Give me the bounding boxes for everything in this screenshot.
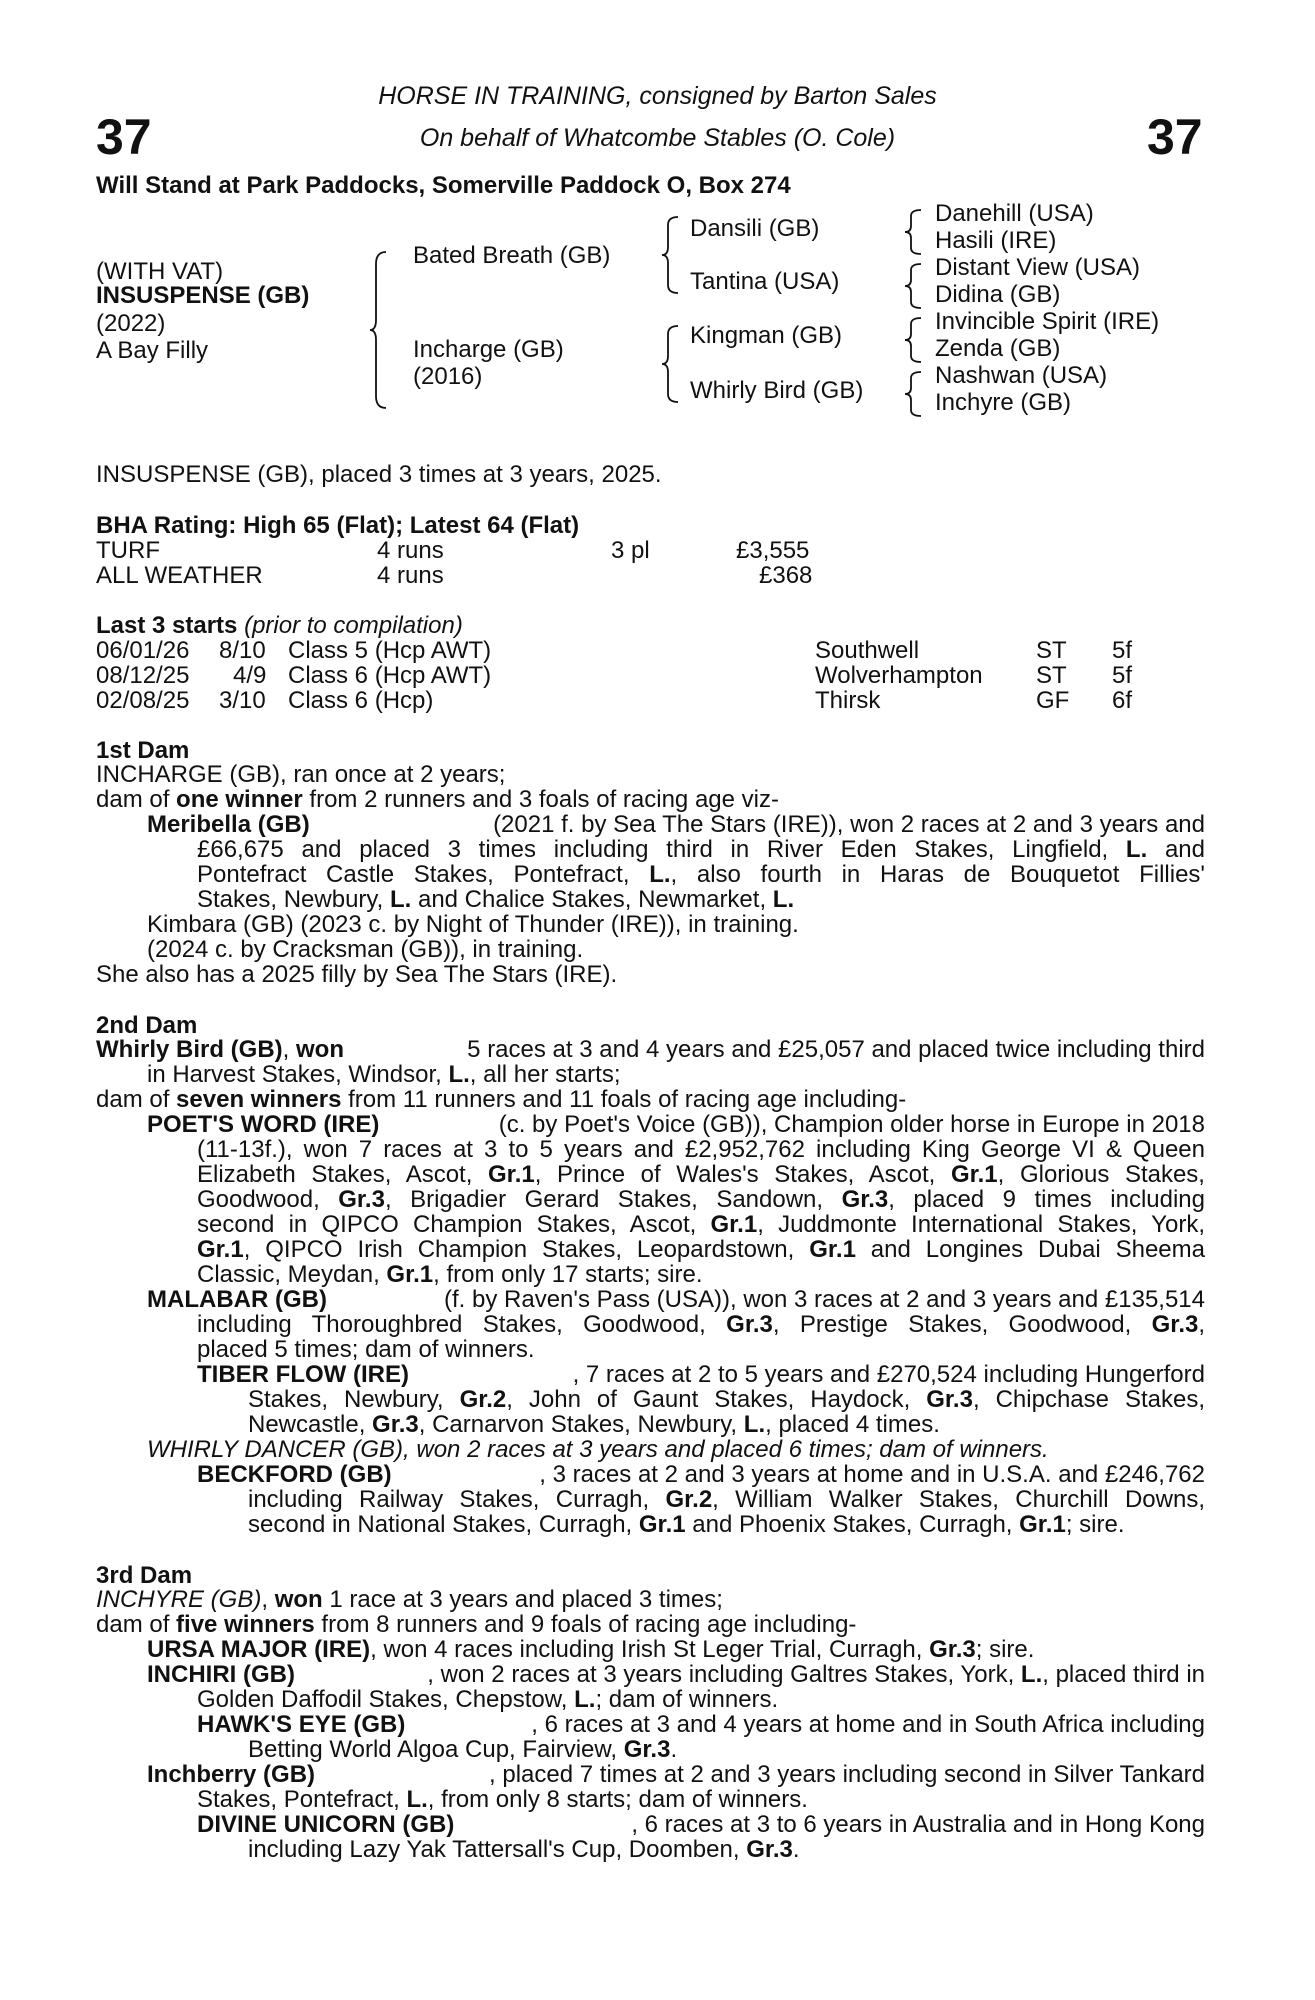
- text: Stakes, Newbury,: [197, 886, 384, 913]
- turf-earnings: £3,555: [736, 537, 810, 564]
- text: Golden Daffodil Stakes, Chepstow,: [197, 1686, 568, 1713]
- text: , placed third in: [1042, 1661, 1205, 1688]
- text: , won 2 races at 3 years including Galtres Stakes, York,: [427, 1661, 1015, 1688]
- listed: L.: [772, 886, 795, 913]
- grade: Gr.3: [841, 1186, 889, 1213]
- whirly-bird-name: Whirly Bird (GB): [96, 1036, 283, 1063]
- winners-count: seven winners: [176, 1086, 342, 1113]
- hawks-eye-line1: [197, 1712, 1205, 1737]
- malabar-name: MALABAR (GB): [147, 1286, 327, 1313]
- text: , Brigadier Gerard Stakes, Sandown,: [384, 1186, 824, 1213]
- text: Betting World Algoa Cup, Fairview,: [248, 1736, 618, 1763]
- meribella-name: Meribella (GB): [147, 811, 310, 838]
- poets-word-line3: [197, 1162, 1205, 1187]
- poets-word-line1: [147, 1112, 1205, 1137]
- grade: Gr.1: [386, 1261, 434, 1288]
- text: Elizabeth Stakes, Ascot,: [197, 1161, 473, 1188]
- beckford-line3: [248, 1512, 1125, 1537]
- sire: Bated Breath (GB): [413, 242, 611, 269]
- text: ; dam of winners.: [595, 1686, 779, 1713]
- start-going: GF: [1036, 687, 1070, 714]
- pedigree-brace-g3: [903, 316, 925, 364]
- vat-note: (WITH VAT): [96, 258, 224, 285]
- inchberry-line2: [197, 1787, 808, 1812]
- aw-runs: 4 runs: [377, 562, 444, 589]
- meribella-line3: [197, 862, 1205, 887]
- text: , won 4 races including Irish St Leger Trial, Curragh,: [370, 1636, 923, 1663]
- tiber-flow-line3: [248, 1412, 940, 1437]
- start-going: ST: [1036, 662, 1067, 689]
- start-class: Class 6 (Hcp): [288, 687, 434, 714]
- pedigree-brace-g4: [903, 370, 925, 418]
- text: , Prince of Wales's Stakes, Ascot,: [534, 1161, 936, 1188]
- text: , Carnarvon Stakes, Newbury,: [418, 1411, 738, 1438]
- lot-number-left: 37: [96, 109, 152, 165]
- grade: Gr.3: [726, 1311, 773, 1338]
- beckford-line2: [248, 1487, 1205, 1512]
- listed: L.: [1020, 1661, 1043, 1688]
- gen3-3: Distant View (USA): [935, 254, 1140, 281]
- gen3-2: Hasili (IRE): [935, 227, 1057, 254]
- text: , 7 races at 2 to 5 years and £270,524 including Hungerford: [572, 1361, 1205, 1388]
- grade: Gr.2: [459, 1386, 507, 1413]
- text: ,: [261, 1586, 275, 1613]
- dam-sire: Kingman (GB): [690, 322, 843, 349]
- gen3-7: Nashwan (USA): [935, 362, 1108, 389]
- consignment-line: HORSE IN TRAINING, consigned by Barton Sales: [378, 82, 937, 110]
- grade: Gr.1: [1019, 1511, 1066, 1538]
- text: dam of: [96, 1086, 177, 1113]
- text: 5 races at 3 and 4 years and £25,057 and placed twice including third: [467, 1036, 1205, 1063]
- whirly-bird-lead: Whirly Bird (GB), won: [96, 1036, 344, 1063]
- colt-2024-line: (2024 c. by Cracksman (GB)), in training.: [147, 936, 584, 963]
- listed: L.: [574, 1686, 596, 1713]
- inchberry-line1: [147, 1762, 1205, 1787]
- meribella-line2: £66,675 and placed 3 times including third in River Eden Stakes, Lingfield, L. and: [197, 836, 1205, 863]
- inchiri-name: INCHIRI (GB): [147, 1661, 295, 1688]
- text: , William Walker Stakes, Churchill Downs,: [712, 1486, 1205, 1513]
- listed: L.: [649, 861, 671, 888]
- listed: L.: [389, 886, 412, 913]
- text: Goodwood,: [197, 1186, 320, 1213]
- grade: Gr.1: [638, 1511, 686, 1538]
- horse-year: (2022): [96, 310, 166, 337]
- sire-sire: Dansili (GB): [690, 215, 820, 242]
- first-dam-title: 1st Dam: [96, 737, 190, 764]
- grade: Gr.3: [372, 1411, 419, 1438]
- gen3-8: Inchyre (GB): [935, 389, 1072, 416]
- hawks-eye-name: HAWK'S EYE (GB): [197, 1711, 406, 1738]
- text: , from only 8 starts; dam of winners.: [427, 1786, 808, 1813]
- bha-rating-title: BHA Rating: High 65 (Flat); Latest 64 (Flat): [96, 512, 580, 539]
- start-pos: 8/10: [219, 637, 266, 664]
- poets-word-line7: [197, 1262, 703, 1287]
- gen3-1: Danehill (USA): [935, 200, 1094, 227]
- whirly-dancer-line: WHIRLY DANCER (GB), won 2 races at 3 years and placed 6 times; dam of winners.: [147, 1436, 1049, 1463]
- tiber-flow-line2: [248, 1387, 1205, 1412]
- text: Newcastle,: [248, 1411, 366, 1438]
- text: from 8 runners and 9 foals of racing age including-: [314, 1611, 857, 1638]
- grade: Gr.3: [926, 1386, 973, 1413]
- text: , placed 9 times including: [888, 1186, 1205, 1213]
- start-course: Wolverhampton: [815, 662, 983, 689]
- pedigree-brace-g1: [903, 208, 925, 256]
- whirly-bird-line2: [147, 1062, 621, 1087]
- inchiri-line2: [197, 1687, 778, 1712]
- start-course: Thirsk: [815, 687, 881, 714]
- ursa-major-name: URSA MAJOR (IRE): [147, 1636, 371, 1663]
- text: Classic, Meydan,: [197, 1261, 380, 1288]
- poets-word-line6: [197, 1237, 1205, 1262]
- start-date: 08/12/25: [96, 662, 190, 689]
- text: dam of: [96, 1611, 177, 1638]
- listed: L.: [406, 1786, 428, 1813]
- text: , 6 races at 3 and 4 years at home and in South Africa including: [531, 1711, 1205, 1738]
- start-distance: 5f: [1112, 637, 1133, 664]
- divine-unicorn-line1: [197, 1812, 1205, 1837]
- grade: Gr.3: [338, 1186, 385, 1213]
- first-dam-line1: INCHARGE (GB), ran once at 2 years;: [96, 761, 506, 788]
- winners-count: five winners: [176, 1611, 315, 1638]
- grade: Gr.3: [929, 1636, 976, 1663]
- beckford-name: BECKFORD (GB): [197, 1461, 392, 1488]
- pedigree-brace-g2: [903, 262, 925, 310]
- sire-dam: Tantina (USA): [690, 268, 840, 295]
- text: dam of: [96, 786, 177, 813]
- grade: Gr.1: [710, 1211, 758, 1238]
- divine-unicorn-name: DIVINE UNICORN (GB): [197, 1811, 455, 1838]
- start-class: Class 5 (Hcp AWT): [288, 637, 492, 664]
- text: , all her starts;: [469, 1061, 621, 1088]
- text: including Thoroughbred Stakes, Goodwood,: [197, 1311, 706, 1338]
- text: , Juddmonte International Stakes, York,: [757, 1211, 1205, 1238]
- horse-description: A Bay Filly: [96, 337, 209, 364]
- tiber-flow-name: TIBER FLOW (IRE): [197, 1361, 409, 1388]
- last-starts-title: Last 3 starts: [96, 612, 238, 639]
- text: , 3 races at 2 and 3 years at home and in U.S.A. and £246,762: [539, 1461, 1205, 1488]
- on-behalf-line: On behalf of Whatcombe Stables (O. Cole): [419, 124, 896, 152]
- whirly-bird-line1: [96, 1037, 1205, 1062]
- inchyre-line2: [96, 1612, 856, 1637]
- text: ; sire.: [975, 1636, 1035, 1663]
- pedigree-brace-main: [368, 250, 390, 410]
- text: including Lazy Yak Tattersall's Cup, Doomben,: [248, 1836, 740, 1863]
- start-course: Southwell: [815, 637, 920, 664]
- inchiri-line1: [147, 1662, 1205, 1687]
- dam-year: (2016): [413, 363, 483, 390]
- start-distance: 6f: [1112, 687, 1133, 714]
- text: (f. by Raven's Pass (USA)), won 3 races at 2 and 3 years and £135,514: [444, 1286, 1205, 1313]
- dam: Incharge (GB): [413, 336, 564, 363]
- whirly-bird-line3: [96, 1087, 906, 1112]
- won-label: won: [274, 1586, 323, 1613]
- inchiri-detail: [427, 1662, 1205, 1687]
- text: (c. by Poet's Voice (GB)), Champion older horse in Europe in 2018: [498, 1111, 1205, 1138]
- inchyre-name: INCHYRE (GB): [96, 1586, 262, 1613]
- start-pos: 4/9: [233, 662, 267, 689]
- text: , Chipchase Stakes,: [972, 1386, 1205, 1413]
- poets-word-line5: [197, 1212, 1205, 1237]
- dam-dam: Whirly Bird (GB): [690, 377, 864, 404]
- text: , Prestige Stakes, Goodwood,: [772, 1311, 1132, 1338]
- text: , Glorious Stakes,: [997, 1161, 1205, 1188]
- listed: L.: [743, 1411, 766, 1438]
- start-going: ST: [1036, 637, 1067, 664]
- malabar-line3: placed 5 times; dam of winners.: [197, 1336, 535, 1363]
- text: , placed 7 times at 2 and 3 years including second in Silver Tankard: [489, 1761, 1205, 1788]
- text: Pontefract Castle Stakes, Pontefract,: [197, 861, 630, 888]
- text: including Railway Stakes, Curragh,: [248, 1486, 650, 1513]
- tiber-flow-line1: [197, 1362, 1205, 1387]
- text: Stakes, Pontefract,: [197, 1786, 400, 1813]
- aw-earnings: £368: [759, 562, 813, 589]
- grade: Gr.2: [665, 1486, 713, 1513]
- text: from 11 runners and 11 foals of racing age including-: [341, 1086, 907, 1113]
- gen3-4: Didina (GB): [935, 281, 1061, 308]
- text: , QIPCO Irish Champion Stakes, Leopardstown,: [243, 1236, 795, 1263]
- grade: Gr.1: [809, 1236, 856, 1263]
- beckford-line1: [197, 1462, 1205, 1487]
- malabar-line2: including Thoroughbred Stakes, Goodwood, Gr.3, Prestige Stakes, Goodwood, Gr.3,: [197, 1311, 1206, 1338]
- aw-surface: ALL WEATHER: [96, 562, 263, 589]
- text: ; sire.: [1065, 1511, 1125, 1538]
- listed: L.: [448, 1061, 470, 1088]
- grade: Gr.1: [488, 1161, 535, 1188]
- lot-number-right: 37: [1147, 109, 1203, 165]
- turf-surface: TURF: [96, 537, 160, 564]
- grade: Gr.1: [950, 1161, 998, 1188]
- grade: Gr.3: [1151, 1311, 1199, 1338]
- grade: Gr.3: [746, 1836, 793, 1863]
- grade: Gr.1: [197, 1236, 244, 1263]
- pedigree-brace-dam: [660, 324, 682, 404]
- start-date: 02/08/25: [96, 687, 190, 714]
- horse-name: INSUSPENSE (GB): [96, 282, 310, 309]
- start-date: 06/01/26: [96, 637, 190, 664]
- also-has-line: She also has a 2025 filly by Sea The Stars (IRE).: [96, 961, 618, 988]
- third-dam-title: 3rd Dam: [96, 1562, 193, 1589]
- winners-count: one winner: [176, 786, 303, 813]
- grade: Gr.3: [623, 1736, 671, 1763]
- text: and Longines Dubai Sheema: [855, 1236, 1205, 1263]
- poets-word-line4: [197, 1187, 1205, 1212]
- text: , John of Gaunt Stakes, Haydock,: [506, 1386, 911, 1413]
- gen3-6: Zenda (GB): [935, 335, 1061, 362]
- last-starts-note: (prior to compilation): [244, 612, 463, 639]
- text: £66,675 and placed 3 times including third in River Eden Stakes, Lingfield,: [197, 836, 1109, 863]
- text: second in QIPCO Champion Stakes, Ascot,: [197, 1211, 697, 1238]
- stabling-location: Will Stand at Park Paddocks, Somerville Paddock O, Box 274: [96, 172, 791, 199]
- text: (2021 f. by Sea The Stars (IRE)), won 2 races at 2 and 3 years and: [493, 811, 1205, 838]
- listed: L.: [1125, 836, 1148, 863]
- meribella-line1: [147, 812, 1205, 837]
- turf-placed: 3 pl: [611, 537, 650, 564]
- inchberry-name: Inchberry (GB): [147, 1761, 316, 1788]
- hawks-eye-line2: Betting World Algoa Cup, Fairview, Gr.3.: [248, 1736, 678, 1763]
- kimbara-line: Kimbara (GB) (2023 c. by Night of Thunder (IRE)), in training.: [147, 911, 799, 938]
- turf-runs: 4 runs: [377, 537, 444, 564]
- start-class: Class 6 (Hcp AWT): [288, 662, 492, 689]
- meribella-line4: [197, 887, 794, 912]
- text: and Chalice Stakes, Newmarket,: [411, 886, 767, 913]
- text: 1 race at 3 years and placed 3 times;: [322, 1586, 723, 1613]
- text: in Harvest Stakes, Windsor,: [147, 1061, 442, 1088]
- text: from 2 runners and 3 foals of racing age viz-: [302, 786, 779, 813]
- start-pos: 3/10: [219, 687, 266, 714]
- malabar-line1: [147, 1287, 1205, 1312]
- ursa-major-line: [147, 1637, 1034, 1662]
- text: , also fourth in Haras de Bouquetot Fillies': [670, 861, 1206, 888]
- text: and Phoenix Stakes, Curragh,: [685, 1511, 1013, 1538]
- text: Stakes, Newbury,: [248, 1386, 444, 1413]
- divine-unicorn-line2: including Lazy Yak Tattersall's Cup, Doomben, Gr.3.: [248, 1836, 800, 1863]
- start-distance: 5f: [1112, 662, 1133, 689]
- last-starts-heading: [96, 612, 463, 640]
- first-dam-line2: [96, 787, 779, 812]
- won-label: won: [296, 1036, 344, 1063]
- second-dam-title: 2nd Dam: [96, 1012, 198, 1039]
- text: , from only 17 starts; sire.: [433, 1261, 703, 1288]
- text: second in National Stakes, Curragh,: [248, 1511, 633, 1538]
- inchyre-line1: [96, 1587, 723, 1612]
- text: , 6 races at 3 to 6 years in Australia and in Hong Kong: [631, 1811, 1205, 1838]
- poets-word-line2: (11-13f.), won 7 races at 3 to 5 years and £2,952,762 including King George VI & Queen: [197, 1136, 1205, 1163]
- race-summary: INSUSPENSE (GB), placed 3 times at 3 years, 2025.: [96, 461, 662, 488]
- poets-word-name: POET'S WORD (IRE): [147, 1111, 380, 1138]
- gen3-5: Invincible Spirit (IRE): [935, 308, 1160, 335]
- text: , placed 4 times.: [765, 1411, 940, 1438]
- pedigree-brace-sire: [660, 215, 682, 295]
